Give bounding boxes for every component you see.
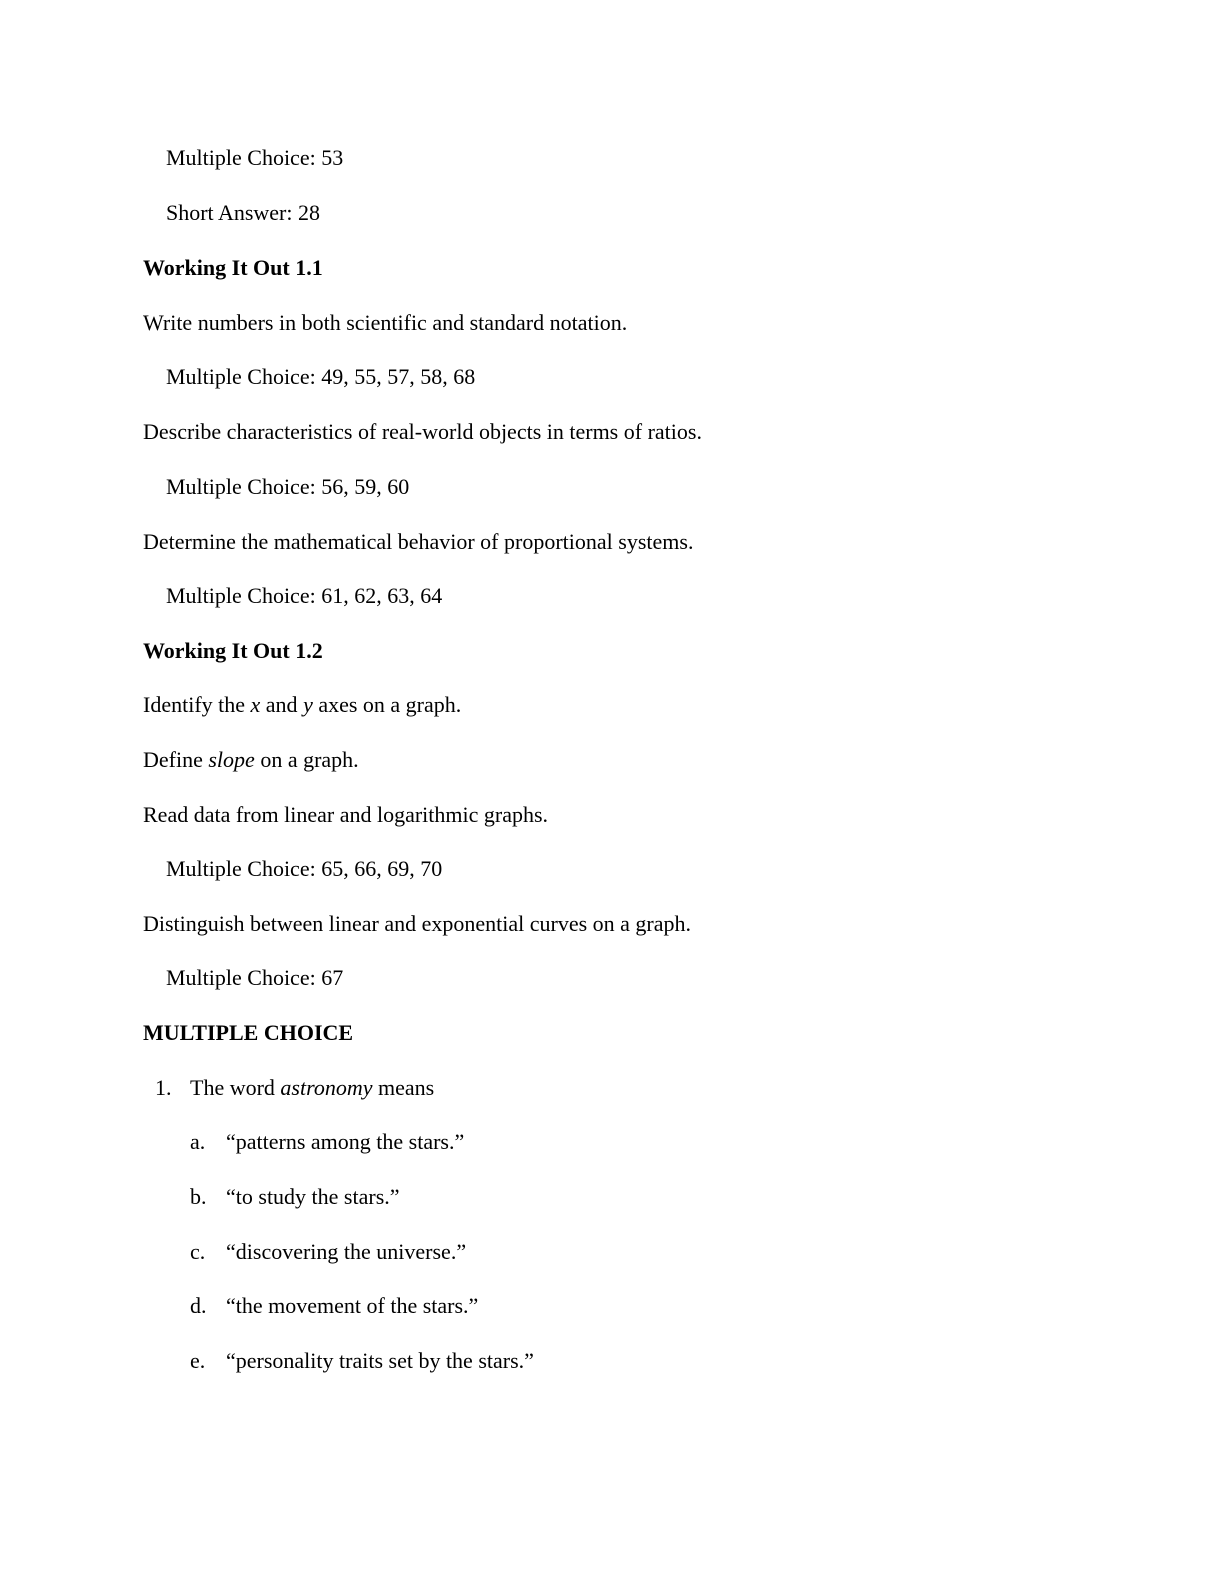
objective-text-part: Identify the (143, 692, 251, 717)
option-text: “personality traits set by the stars.” (226, 1348, 534, 1373)
objective-text: Describe characteristics of real-world objects in terms of ratios. (143, 419, 702, 444)
option-letter: e. (190, 1348, 206, 1373)
question-number: 1. (155, 1075, 172, 1100)
objective-variable-x: x (250, 692, 261, 717)
objective-term-slope: slope (208, 747, 255, 772)
objective-mc-ref: Multiple Choice: 65, 66, 69, 70 (166, 856, 443, 881)
objective-text-part: Define (143, 747, 209, 772)
question-term-astronomy: astronomy (280, 1075, 373, 1100)
question-stem (190, 1075, 434, 1101)
objective-mc-ref: Multiple Choice: 49, 55, 57, 58, 68 (166, 364, 476, 389)
option-text: “the movement of the stars.” (226, 1293, 479, 1318)
prev-multiple-choice-ref: Multiple Choice: 53 (166, 145, 344, 170)
objective-variable-y: y (303, 692, 313, 717)
objective-text: Distinguish between linear and exponential curves on a graph. (143, 911, 692, 936)
section-heading-multiple-choice: MULTIPLE CHOICE (143, 1020, 354, 1045)
objective-text (143, 692, 461, 718)
option-letter: c. (190, 1239, 206, 1264)
option-text: “to study the stars.” (226, 1184, 400, 1209)
prev-short-answer-ref: Short Answer: 28 (166, 200, 320, 225)
objective-text: Read data from linear and logarithmic graphs. (143, 802, 549, 827)
objective-text: Determine the mathematical behavior of proportional systems. (143, 529, 694, 554)
objective-text: Write numbers in both scientific and standard notation. (143, 310, 628, 335)
objective-mc-ref: Multiple Choice: 67 (166, 965, 344, 990)
section-heading-wio-1-2: Working It Out 1.2 (143, 638, 323, 663)
objective-text-part: and (260, 692, 304, 717)
question-stem-part: means (372, 1075, 435, 1100)
objective-mc-ref: Multiple Choice: 56, 59, 60 (166, 474, 410, 499)
option-letter: d. (190, 1293, 207, 1318)
objective-mc-ref: Multiple Choice: 61, 62, 63, 64 (166, 583, 443, 608)
question-stem-part: The word (190, 1075, 281, 1100)
option-text: “patterns among the stars.” (226, 1129, 465, 1154)
objective-text-part: on a graph. (254, 747, 359, 772)
option-letter: a. (190, 1129, 206, 1154)
objective-text (143, 747, 359, 773)
option-text: “discovering the universe.” (226, 1239, 467, 1264)
section-heading-wio-1-1: Working It Out 1.1 (143, 255, 323, 280)
option-letter: b. (190, 1184, 207, 1209)
objective-text-part: axes on a graph. (312, 692, 462, 717)
